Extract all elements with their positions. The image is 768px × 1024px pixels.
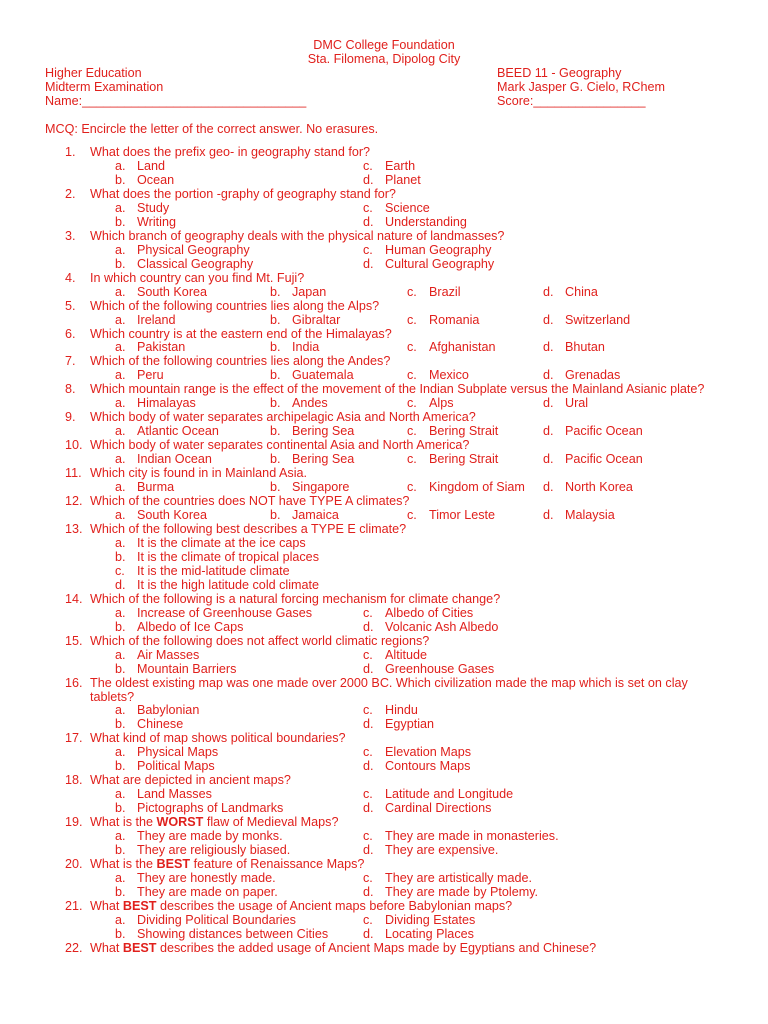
option-text: It is the climate of tropical places	[137, 549, 319, 564]
option-letter: b.	[270, 479, 281, 494]
option-text: Afghanistan	[429, 340, 496, 355]
option-letter: d.	[543, 452, 554, 467]
options-row	[90, 914, 725, 928]
options-row	[90, 663, 725, 677]
option-text: Timor Leste	[429, 507, 496, 522]
school-name: DMC College Foundation	[313, 38, 455, 52]
question-text: Which of the following is a natural forcing mechanism for climate change?	[90, 591, 501, 606]
option-text: Singapore	[292, 479, 350, 494]
question-7	[45, 355, 725, 383]
options-row	[90, 314, 725, 328]
option-letter: a.	[115, 787, 126, 802]
option-letter: a.	[115, 312, 126, 327]
options-row	[90, 565, 725, 579]
options-row	[90, 607, 725, 621]
option-text: It is the climate at the ice caps	[137, 535, 306, 550]
question-number: 21.	[65, 899, 83, 914]
question-number: 19.	[65, 815, 83, 830]
option-text: Hindu	[385, 703, 418, 718]
option-letter: b.	[270, 452, 281, 467]
options-row	[90, 788, 725, 802]
option-letter: d.	[543, 340, 554, 355]
option-text: Latitude and Longitude	[385, 787, 514, 802]
option-letter: a.	[115, 507, 126, 522]
question-6	[45, 328, 725, 356]
options-row	[90, 509, 725, 523]
option-letter: c.	[363, 829, 373, 844]
option-text: Malaysia	[565, 507, 615, 522]
option-letter: a.	[115, 158, 126, 173]
option-text: Ocean	[137, 172, 175, 187]
option-text: Albedo of Cities	[385, 605, 474, 620]
question-text: What is the BEST feature of Renaissance Maps?	[90, 857, 365, 872]
option-letter: c.	[407, 396, 417, 411]
option-text: Cardinal Directions	[385, 801, 492, 816]
option-text: Elevation Maps	[385, 745, 472, 760]
option-text: Locating Places	[385, 926, 474, 941]
option-text: Bering Sea	[292, 424, 355, 439]
question-19	[45, 816, 725, 858]
option-text: Altitude	[385, 647, 428, 662]
question-number: 3.	[65, 228, 76, 243]
option-letter: b.	[270, 507, 281, 522]
option-letter: b.	[115, 885, 126, 900]
option-text: They are expensive.	[385, 843, 499, 858]
options-row	[90, 844, 725, 858]
question-number: 4.	[65, 270, 76, 285]
option-letter: d.	[543, 507, 554, 522]
option-letter: d.	[115, 577, 126, 592]
option-text: Alps	[429, 396, 454, 411]
option-letter: d.	[363, 843, 374, 858]
option-letter: b.	[115, 759, 126, 774]
option-letter: a.	[115, 340, 126, 355]
option-letter: c.	[363, 242, 373, 257]
option-text: Japan	[292, 284, 327, 299]
option-text: South Korea	[137, 507, 208, 522]
option-letter: c.	[407, 507, 417, 522]
option-letter: b.	[270, 424, 281, 439]
option-letter: d.	[543, 312, 554, 327]
question-11	[45, 467, 725, 495]
option-text: Cultural Geography	[385, 256, 495, 271]
exam-type: Midterm Examination	[45, 80, 164, 94]
option-text: South Korea	[137, 284, 208, 299]
question-text: What BEST describes the usage of Ancient maps before Babylonian maps?	[90, 899, 513, 914]
option-text: Bering Strait	[429, 452, 499, 467]
option-letter: d.	[363, 619, 374, 634]
option-text: Atlantic Ocean	[137, 424, 219, 439]
option-text: Egyptian	[385, 717, 435, 732]
option-text: Albedo of Ice Caps	[137, 619, 244, 634]
option-letter: b.	[115, 619, 126, 634]
option-text: Classical Geography	[137, 256, 254, 271]
options-row	[90, 704, 725, 718]
option-letter: a.	[115, 535, 126, 550]
question-text: Which body of water separates archipelagic Asia and North America?	[90, 410, 476, 425]
question-text: Which of the following best describes a TYPE E climate?	[90, 521, 407, 536]
option-text: They are honestly made.	[137, 871, 276, 886]
question-number: 13.	[65, 521, 83, 536]
option-text: Greenhouse Gases	[385, 661, 495, 676]
option-text: Planet	[385, 172, 421, 187]
question-number: 14.	[65, 591, 83, 606]
option-letter: a.	[115, 912, 126, 927]
question-text: What kind of map shows political boundaries?	[90, 731, 346, 746]
options-row	[90, 928, 725, 942]
question-9	[45, 411, 725, 439]
options-row	[90, 760, 725, 774]
option-letter: c.	[363, 745, 373, 760]
option-text: Science	[385, 200, 430, 215]
question-text: The oldest existing map was one made over 2000 BC. Which civilization made the map which is set on clay tablets?	[90, 675, 688, 704]
options-row	[90, 872, 725, 886]
option-letter: c.	[407, 424, 417, 439]
option-letter: a.	[115, 871, 126, 886]
emphasis-word: BEST	[156, 857, 191, 872]
option-letter: d.	[543, 284, 554, 299]
option-letter: c.	[363, 787, 373, 802]
question-text: Which country is at the eastern end of the Himalayas?	[90, 326, 392, 341]
option-text: Grenadas	[565, 368, 621, 383]
option-text: Political Maps	[137, 759, 215, 774]
question-text: In which country can you find Mt. Fuji?	[90, 270, 305, 285]
option-text: They are made by monks.	[137, 829, 283, 844]
question-number: 16.	[65, 675, 83, 690]
options-row	[90, 397, 725, 411]
option-letter: d.	[363, 661, 374, 676]
option-text: They are artistically made.	[385, 871, 532, 886]
question-number: 17.	[65, 731, 83, 746]
option-letter: d.	[543, 368, 554, 383]
option-letter: c.	[407, 312, 417, 327]
option-text: Study	[137, 200, 170, 215]
question-13	[45, 523, 725, 593]
option-letter: d.	[543, 424, 554, 439]
option-letter: d.	[363, 926, 374, 941]
option-letter: b.	[115, 926, 126, 941]
instruction: MCQ: Encircle the letter of the correct answer. No erasures.	[45, 122, 379, 136]
question-20	[45, 858, 725, 900]
option-text: Physical Maps	[137, 745, 219, 760]
question-16	[45, 677, 725, 733]
question-number: 2.	[65, 186, 76, 201]
question-number: 18.	[65, 773, 83, 788]
question-1	[45, 146, 725, 188]
option-text: Human Geography	[385, 242, 492, 257]
question-21	[45, 900, 725, 942]
option-text: Land Masses	[137, 787, 212, 802]
option-letter: a.	[115, 745, 126, 760]
question-number: 22.	[65, 940, 83, 955]
question-number: 12.	[65, 493, 83, 508]
option-letter: c.	[115, 563, 125, 578]
options-row	[90, 886, 725, 900]
options-row	[90, 579, 725, 593]
teacher-name: Mark Jasper G. Cielo, RChem	[497, 80, 665, 94]
options-row	[90, 369, 725, 383]
option-text: China	[565, 284, 598, 299]
question-22	[45, 942, 725, 956]
emphasis-word: WORST	[156, 815, 204, 830]
options-row	[90, 258, 725, 272]
option-text: North Korea	[565, 479, 633, 494]
option-text: Jamaica	[292, 507, 339, 522]
option-letter: d.	[363, 256, 374, 271]
question-number: 7.	[65, 354, 76, 369]
question-3	[45, 230, 725, 272]
question-number: 9.	[65, 410, 76, 425]
option-text: Babylonian	[137, 703, 200, 718]
option-text: Earth	[385, 158, 416, 173]
question-17	[45, 732, 725, 774]
option-text: Writing	[137, 214, 176, 229]
option-letter: c.	[363, 158, 373, 173]
option-text: Guatemala	[292, 368, 354, 383]
question-number: 8.	[65, 382, 76, 397]
question-number: 6.	[65, 326, 76, 341]
option-letter: b.	[270, 396, 281, 411]
options-row	[90, 481, 725, 495]
option-letter: a.	[115, 703, 126, 718]
option-letter: b.	[270, 284, 281, 299]
option-letter: a.	[115, 479, 126, 494]
option-text: Showing distances between Cities	[137, 926, 329, 941]
option-text: It is the high latitude cold climate	[137, 577, 320, 592]
option-text: Peru	[137, 368, 164, 383]
question-text: What BEST describes the added usage of Ancient Maps made by Egyptians and Chinese?	[90, 940, 597, 955]
option-letter: a.	[115, 200, 126, 215]
question-text: What is the WORST flaw of Medieval Maps?	[90, 815, 339, 830]
option-letter: a.	[115, 284, 126, 299]
option-text: Pacific Ocean	[565, 452, 643, 467]
question-text: Which of the following countries lies along the Alps?	[90, 298, 380, 313]
options-row	[90, 649, 725, 663]
school-location: Sta. Filomena, Dipolog City	[307, 52, 461, 66]
question-number: 1.	[65, 145, 76, 159]
option-letter: c.	[363, 703, 373, 718]
option-letter: a.	[115, 396, 126, 411]
option-letter: d.	[363, 717, 374, 732]
option-text: Ural	[565, 396, 589, 411]
option-letter: b.	[270, 312, 281, 327]
score-field: Score:________________	[497, 94, 646, 108]
option-letter: b.	[115, 843, 126, 858]
option-letter: b.	[115, 801, 126, 816]
question-4	[45, 272, 725, 300]
option-text: Burma	[137, 479, 175, 494]
option-text: They are made by Ptolemy.	[385, 885, 539, 900]
options-row	[90, 746, 725, 760]
options-row	[90, 341, 725, 355]
option-letter: a.	[115, 368, 126, 383]
option-text: Switzerland	[565, 312, 631, 327]
option-letter: b.	[115, 214, 126, 229]
option-letter: c.	[407, 368, 417, 383]
options-row	[90, 718, 725, 732]
option-text: Air Masses	[137, 647, 200, 662]
option-letter: c.	[407, 284, 417, 299]
option-letter: a.	[115, 242, 126, 257]
option-text: Andes	[292, 396, 328, 411]
options-row	[90, 830, 725, 844]
option-letter: b.	[115, 661, 126, 676]
option-text: Mountain Barriers	[137, 661, 237, 676]
emphasis-word: BEST	[122, 940, 157, 955]
question-14	[45, 593, 725, 635]
options-row	[90, 537, 725, 551]
options-row	[90, 425, 725, 439]
options-row	[90, 286, 725, 300]
question-number: 10.	[65, 438, 83, 453]
option-letter: c.	[407, 452, 417, 467]
course-code: BEED 11 - Geography	[497, 66, 622, 80]
emphasis-word: BEST	[122, 899, 157, 914]
option-letter: d.	[363, 801, 374, 816]
option-letter: d.	[363, 885, 374, 900]
option-text: They are made in monasteries.	[385, 829, 559, 844]
option-text: Bering Sea	[292, 452, 355, 467]
option-text: Dividing Estates	[385, 912, 476, 927]
options-row	[90, 551, 725, 565]
question-2	[45, 188, 725, 230]
option-text: Contours Maps	[385, 759, 471, 774]
option-text: Bering Strait	[429, 424, 499, 439]
option-text: They are made on paper.	[137, 885, 278, 900]
option-letter: c.	[407, 479, 417, 494]
option-text: Increase of Greenhouse Gases	[137, 605, 313, 620]
question-text: Which branch of geography deals with the physical nature of landmasses?	[90, 228, 505, 243]
question-18	[45, 774, 725, 816]
option-letter: d.	[363, 759, 374, 774]
option-letter: b.	[115, 717, 126, 732]
option-text: Kingdom of Siam	[429, 479, 525, 494]
question-list	[45, 146, 725, 956]
option-letter: a.	[115, 452, 126, 467]
option-letter: c.	[363, 912, 373, 927]
options-row	[90, 802, 725, 816]
options-row	[90, 216, 725, 230]
question-text: Which mountain range is the effect of the movement of the Indian Subplate versus the Mainland Asianic plate?	[90, 382, 705, 397]
option-text: Volcanic Ash Albedo	[385, 619, 499, 634]
option-text: Dividing Political Boundaries	[137, 912, 296, 927]
question-number: 20.	[65, 857, 83, 872]
option-letter: c.	[363, 200, 373, 215]
option-text: Chinese	[137, 717, 184, 732]
option-letter: a.	[115, 647, 126, 662]
question-text: Which of the following does not affect world climatic regions?	[90, 633, 430, 648]
option-letter: a.	[115, 424, 126, 439]
option-text: Romania	[429, 312, 480, 327]
question-text: Which city is found in in Mainland Asia.	[90, 466, 307, 481]
option-text: Himalayas	[137, 396, 196, 411]
option-text: Mexico	[429, 368, 469, 383]
question-number: 15.	[65, 633, 83, 648]
question-15	[45, 635, 725, 677]
question-text: Which of the countries does NOT have TYPE A climates?	[90, 493, 410, 508]
option-text: Pacific Ocean	[565, 424, 643, 439]
option-letter: d.	[363, 214, 374, 229]
options-row	[90, 160, 725, 174]
question-12	[45, 495, 725, 523]
department: Higher Education	[45, 66, 142, 80]
option-letter: d.	[543, 479, 554, 494]
option-text: Brazil	[429, 284, 461, 299]
option-text: Ireland	[137, 312, 176, 327]
options-row	[90, 244, 725, 258]
question-number: 11.	[65, 466, 82, 481]
option-text: Bhutan	[565, 340, 605, 355]
options-row	[90, 621, 725, 635]
options-row	[90, 453, 725, 467]
question-text: What does the prefix geo- in geography stand for?	[90, 145, 371, 159]
option-letter: c.	[407, 340, 417, 355]
question-number: 5.	[65, 298, 76, 313]
option-letter: c.	[363, 647, 373, 662]
option-letter: b.	[115, 172, 126, 187]
options-row	[90, 174, 725, 188]
option-letter: a.	[115, 605, 126, 620]
option-letter: b.	[115, 549, 126, 564]
question-text: What are depicted in ancient maps?	[90, 773, 291, 788]
option-text: Pakistan	[137, 340, 186, 355]
option-text: Indian Ocean	[137, 452, 212, 467]
question-text: What does the portion -graphy of geography stand for?	[90, 186, 396, 201]
question-10	[45, 439, 725, 467]
option-text: Land	[137, 158, 166, 173]
option-letter: c.	[363, 871, 373, 886]
question-8	[45, 383, 725, 411]
option-text: India	[292, 340, 320, 355]
options-row	[90, 202, 725, 216]
question-5	[45, 300, 725, 328]
option-text: It is the mid-latitude climate	[137, 563, 290, 578]
option-letter: a.	[115, 829, 126, 844]
option-letter: b.	[270, 368, 281, 383]
option-letter: b.	[115, 256, 126, 271]
option-letter: c.	[363, 605, 373, 620]
option-text: Gibraltar	[292, 312, 341, 327]
option-text: Physical Geography	[137, 242, 250, 257]
option-letter: d.	[363, 172, 374, 187]
name-field: Name:________________________________	[45, 94, 307, 108]
option-letter: b.	[270, 340, 281, 355]
option-text: Pictographs of Landmarks	[137, 801, 284, 816]
question-text: Which of the following countries lies along the Andes?	[90, 354, 391, 369]
option-letter: d.	[543, 396, 554, 411]
question-text: Which body of water separates continental Asia and North America?	[90, 438, 470, 453]
option-text: Understanding	[385, 214, 467, 229]
option-text: They are religiously biased.	[137, 843, 291, 858]
